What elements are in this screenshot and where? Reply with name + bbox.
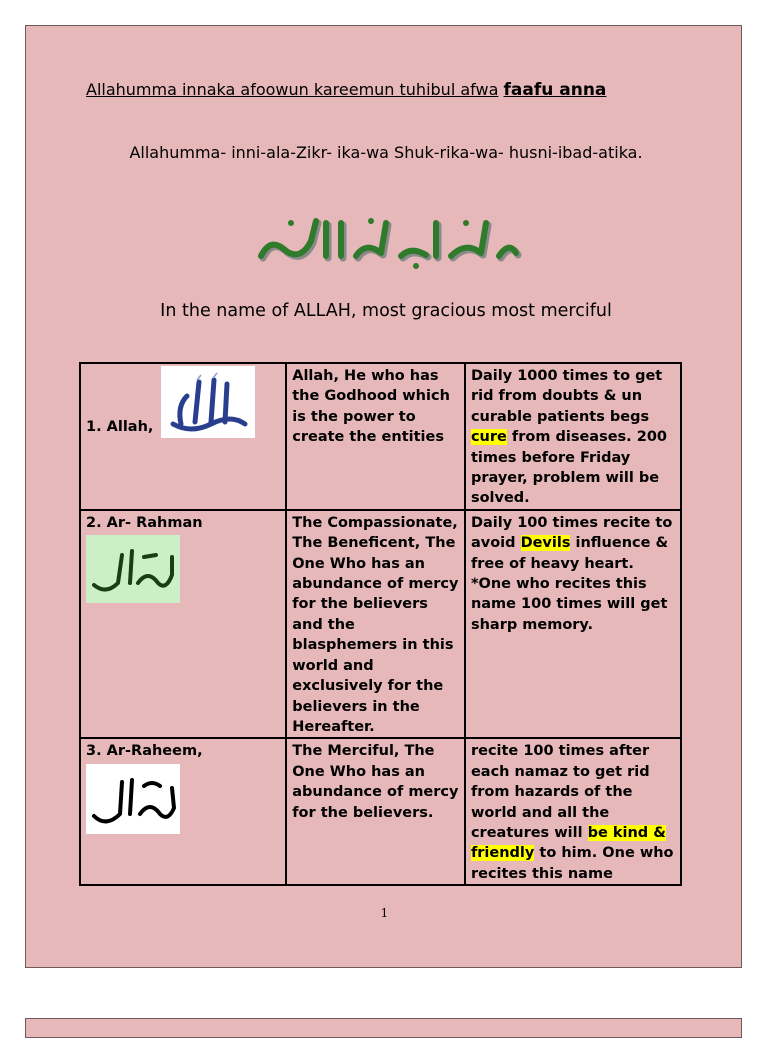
ar-rahman-calligraphy-image <box>86 535 180 603</box>
table-row <box>80 363 681 510</box>
benefit-text: influence & free of heavy heart. *One who recites this name 100 times will get sharp memory. <box>470 535 669 633</box>
name-cell <box>80 738 286 885</box>
name-label: 2. Ar- Rahman <box>86 514 203 531</box>
meaning-cell: Allah, He who has the Godhood which is the power to create the entities <box>286 363 465 510</box>
name-cell <box>80 363 286 510</box>
benefit-cell <box>465 738 681 885</box>
dua-heading <box>86 79 686 101</box>
dua-heading-part2: faafu anna <box>503 80 607 100</box>
ar-raheem-calligraphy-image <box>86 764 180 834</box>
highlighted-text: be kind & friendly <box>470 824 666 862</box>
benefit-text: to him. One who recites this name <box>470 845 674 882</box>
benefit-text: Daily 100 times recite to avoid <box>470 514 673 552</box>
name-label: 1. Allah, <box>86 419 154 435</box>
document-page <box>25 25 742 968</box>
benefit-text: recite 100 times after each namaz to get rid from hazards of the world and all the creatures will <box>470 743 650 841</box>
benefit-cell <box>465 510 681 738</box>
table-row <box>80 738 681 885</box>
allah-calligraphy-image <box>161 366 255 438</box>
meaning-cell: The Compassionate, The Beneficent, The One Who has an abundance of mercy for the believers and the blasphemers in this world and exclusively for the believers in the Hereafter. <box>286 510 465 738</box>
table-row <box>80 510 681 738</box>
meaning-cell: The Merciful, The One Who has an abundance of mercy for the believers. <box>286 738 465 885</box>
dua-second-line: Allahumma- inni-ala-Zikr- ika-wa Shuk-rika-wa- husni-ibad-atika. <box>129 143 643 162</box>
next-page-edge <box>25 1018 742 1038</box>
benefit-text: from diseases. 200 times before Friday prayer, problem will be solved. <box>470 429 668 507</box>
highlighted-text: Devils <box>520 535 571 552</box>
dua-heading-part1: Allahumma innaka afoowun kareemun tuhibul afwa <box>86 80 499 99</box>
page-number: 1 <box>380 906 389 920</box>
highlighted-text: cure <box>470 429 507 446</box>
benefit-text: Daily 1000 times to get rid from doubts & un curable patients begs <box>470 368 663 425</box>
name-cell <box>80 510 286 738</box>
bismillah-translation: In the name of ALLAH, most gracious most merciful <box>160 301 612 321</box>
arabic-calligraphy-huwallahulladhi-image <box>241 211 531 271</box>
names-table <box>79 362 682 886</box>
benefit-cell <box>465 363 681 510</box>
name-label: 3. Ar-Raheem, <box>86 743 203 760</box>
